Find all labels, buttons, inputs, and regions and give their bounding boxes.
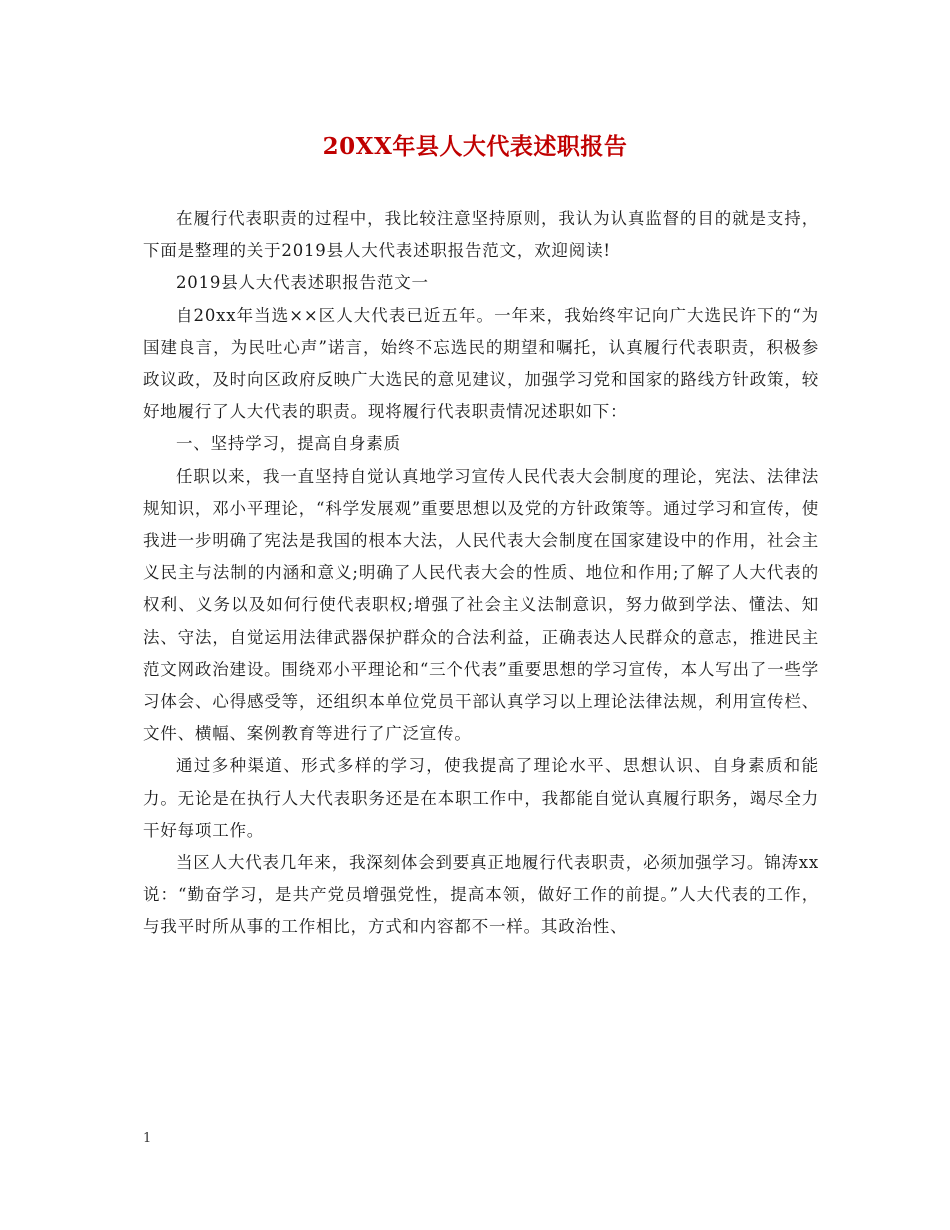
paragraph-overview: 自20xx年当选××区人大代表已近五年。一年来，我始终牢记向广大选民许下的“为国建良言，为民吐心声”诺言，始终不忘选民的期望和嘱托，认真履行代表职责，积极参政议政，及时向区政府反映广大选民的意见建议，加强学习党和国家的路线方针政策，较好地履行了人大代表的职责。现将履行代表职责情况述职如下：: [143, 305, 819, 422]
paragraph-subtitle: 2019县人大代表述职报告范文一: [176, 273, 429, 293]
paragraph-intro: 在履行代表职责的过程中，我比较注意坚持原则，我认为认真监督的目的就是支持，下面是整理的关于2019县人大代表述职报告范文，欢迎阅读!: [143, 209, 819, 261]
section-heading: 一、坚持学习，提高自身素质: [176, 434, 401, 454]
paragraph-study: 任职以来，我一直坚持自觉认真地学习宣传人民代表大会制度的理论，宪法、法律法规知识，邓小平理论，“科学发展观”重要思想以及党的方针政策等。通过学习和宣传，使我进一步明确了宪法是我国的根本大法，人民代表大会制度在国家建设中的作用，社会主义民主与法制的内涵和意义;明确了人民代表大会的性质、地位和作用;了解了人大代表的权利、义务以及如何行使代表职权;增强了社会主义法制意识，努力做到学法、懂法、知法、守法，自觉运用法律武器保护群众的合法利益，正确表达人民群众的意志，推进民主范文网政治建设。围绕邓小平理论和“三个代表”重要思想的学习宣传，本人写出了一些学习体会、心得感受等，还组织本单位党员干部认真学习以上理论法律法规，利用宣传栏、文件、横幅、案例教育等进行了广泛宣传。: [143, 466, 819, 744]
paragraph-improvement: 通过多种渠道、形式多样的学习，使我提高了理论水平、思想认识、自身素质和能力。无论是在执行人大代表职务还是在本职工作中，我都能自觉认真履行职务，竭尽全力干好每项工作。: [143, 756, 819, 840]
document-body: [143, 203, 819, 944]
page-number: 1: [143, 1131, 152, 1146]
paragraph-experience: 当区人大代表几年来，我深刻体会到要真正地履行代表职责，必须加强学习。锦涛xx说：“勤奋学习，是共产党员增强党性，提高本领，做好工作的前提。”人大代表的工作，与我平时所从事的工作相比，方式和内容都不一样。其政治性、: [143, 853, 820, 937]
document-title: 20XX年县人大代表述职报告: [322, 133, 628, 160]
